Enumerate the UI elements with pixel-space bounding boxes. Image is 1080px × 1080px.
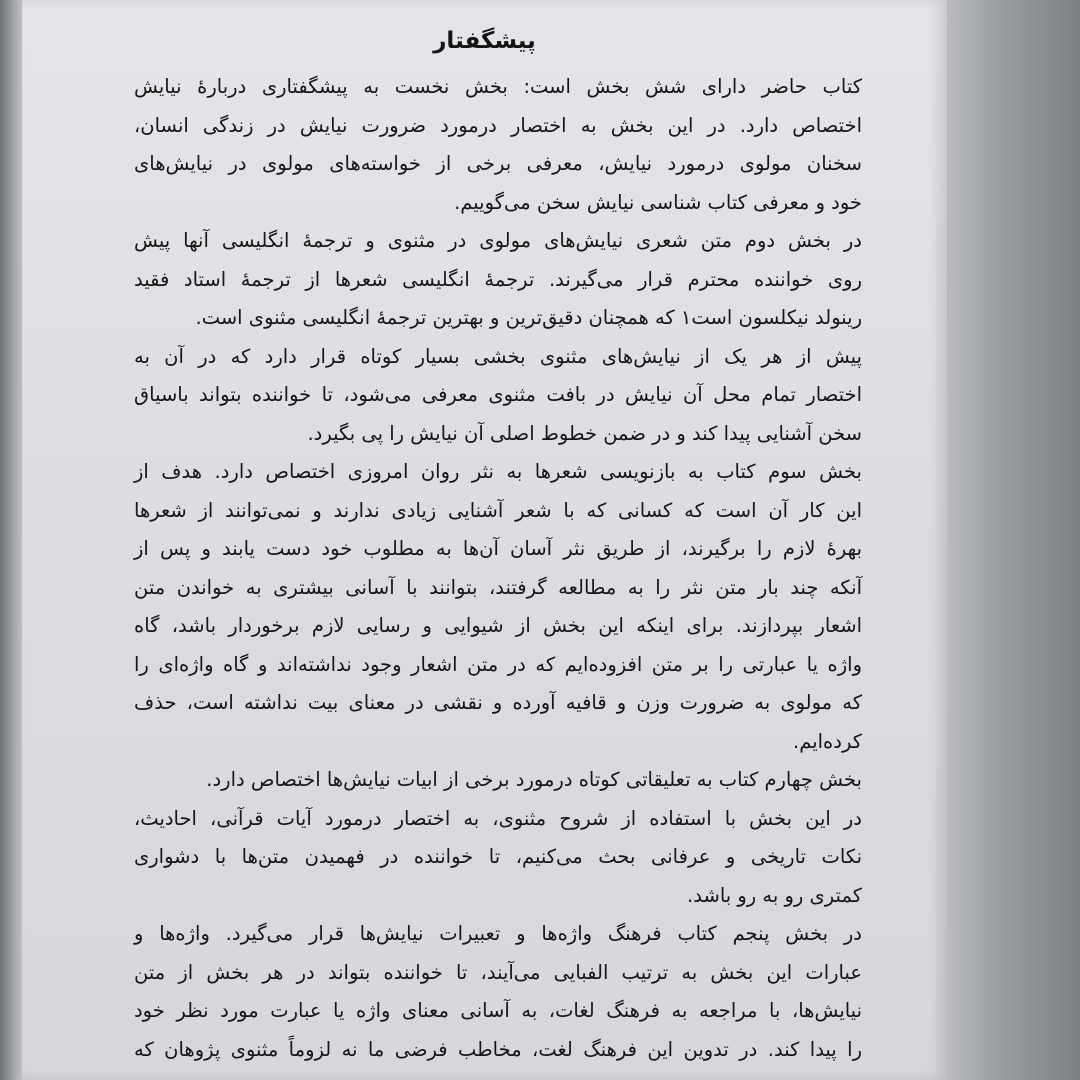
text-line: بخش سوم کتاب به بازنویسی شعرها به نثر روان امروزی اختصاص دارد. هدف از <box>134 460 862 483</box>
text-line: خود و معرفی کتاب شناسی نیایش سخن می‌گوییم. <box>454 190 862 214</box>
text-line: اختصاص دارد. در این بخش به اختصار درمورد ضرورت نیایش در زندگی انسان، <box>134 113 862 137</box>
text-line: اشعار بپردازند. برای اینکه این بخش از شیوایی و رسایی لازم برخوردار باشد، گاه <box>134 614 862 637</box>
text-line: بهرهٔ لازم را برگیرند، از طریق نثر آسان آن‌ها به مطلوب خود دست یابند و پس از <box>134 537 862 560</box>
text-line: نیایش‌ها، با مراجعه به فرهنگ لغات، به آسانی معنای واژه یا عبارت مورد نظر خود <box>134 999 862 1022</box>
right-background-edge <box>930 0 1080 1080</box>
text-line: واژه یا عبارتی را بر متن افزوده‌ایم که در متن اشعار وجود نداشته‌اند و گاه واژه‌ای را <box>134 652 862 676</box>
text-line: رینولد نیکلسون است۱ که همچنان دقیق‌ترین و بهترین ترجمهٔ انگلیسی مثنوی است. <box>195 306 862 329</box>
text-line: روی خواننده محترم قرار می‌گیرند. ترجمهٔ انگلیسی شعرها از ترجمهٔ استاد فقید <box>134 267 862 291</box>
text-line: را پیدا کند. در تدوین این فرهنگ لغت، مخاطب فرضی ما نه لزوماً مثنوی پژوهان که <box>134 1037 862 1061</box>
text-line: کتاب حاضر دارای شش بخش است: بخش نخست به پیشگفتاری دربارهٔ نیایش <box>134 75 862 98</box>
text-line: این کار آن است که کسانی که با شعر آشنایی زیادی ندارند و نمی‌توانند از شعرها <box>134 498 862 522</box>
text-line: اختصار تمام محل آن نیایش در بافت مثنوی معرفی می‌شود، تا خواننده بتواند باسیاق <box>134 383 862 406</box>
text-line: در بخش دوم متن شعری نیایش‌های مولوی در مثنوی و ترجمهٔ انگلیسی آنها پیش <box>134 229 862 252</box>
text-line: سخنان مولوی درمورد نیایش، معرفی برخی از خواسته‌های مولوی در نیایش‌های <box>134 152 862 175</box>
text-line: کمتری رو به رو باشد. <box>687 883 862 907</box>
text-line: پیش از هر یک از نیایش‌های مثنوی بخشی بسیار کوتاه قرار دارد که در آن به <box>134 344 862 368</box>
text-line: در این بخش با استفاده از شروح مثنوی، به اختصار درمورد آیات قرآنی، احادیث، <box>134 806 862 830</box>
book-page <box>22 0 947 1080</box>
text-line: عبارات این بخش به ترتیب الفبایی می‌آیند، تا خواننده بتواند در هر بخش از متن <box>134 960 862 984</box>
page-title: پیشگفتار <box>433 28 536 54</box>
text-line: آنکه چند بار متن نثر را به مطالعه گرفتند، بتوانند با آسانی بیشتری به خواندن متن <box>134 575 862 599</box>
text-line: نکات تاریخی و عرفانی بحث می‌کنیم، تا خواننده در فهمیدن متن‌ها با دشواری <box>134 845 862 868</box>
text-line: کرده‌ایم. <box>793 729 862 753</box>
text-line: که مولوی به ضرورت وزن و قافیه آورده و نقشی در معنای بیت نداشته است، حذف <box>134 691 862 714</box>
text-line: در بخش پنجم کتاب فرهنگ واژه‌ها و تعبیرات نیایش‌ها قرار می‌گیرد. واژه‌ها و <box>134 922 862 945</box>
text-line: بخش چهارم کتاب به تعلیقاتی کوتاه درمورد برخی از ابیات نیایش‌ها اختصاص دارد. <box>206 768 862 791</box>
body-text <box>134 68 862 1069</box>
text-line: سخن آشنایی پیدا کند و در ضمن خطوط اصلی آن نیایش را پی بگیرد. <box>307 421 862 445</box>
